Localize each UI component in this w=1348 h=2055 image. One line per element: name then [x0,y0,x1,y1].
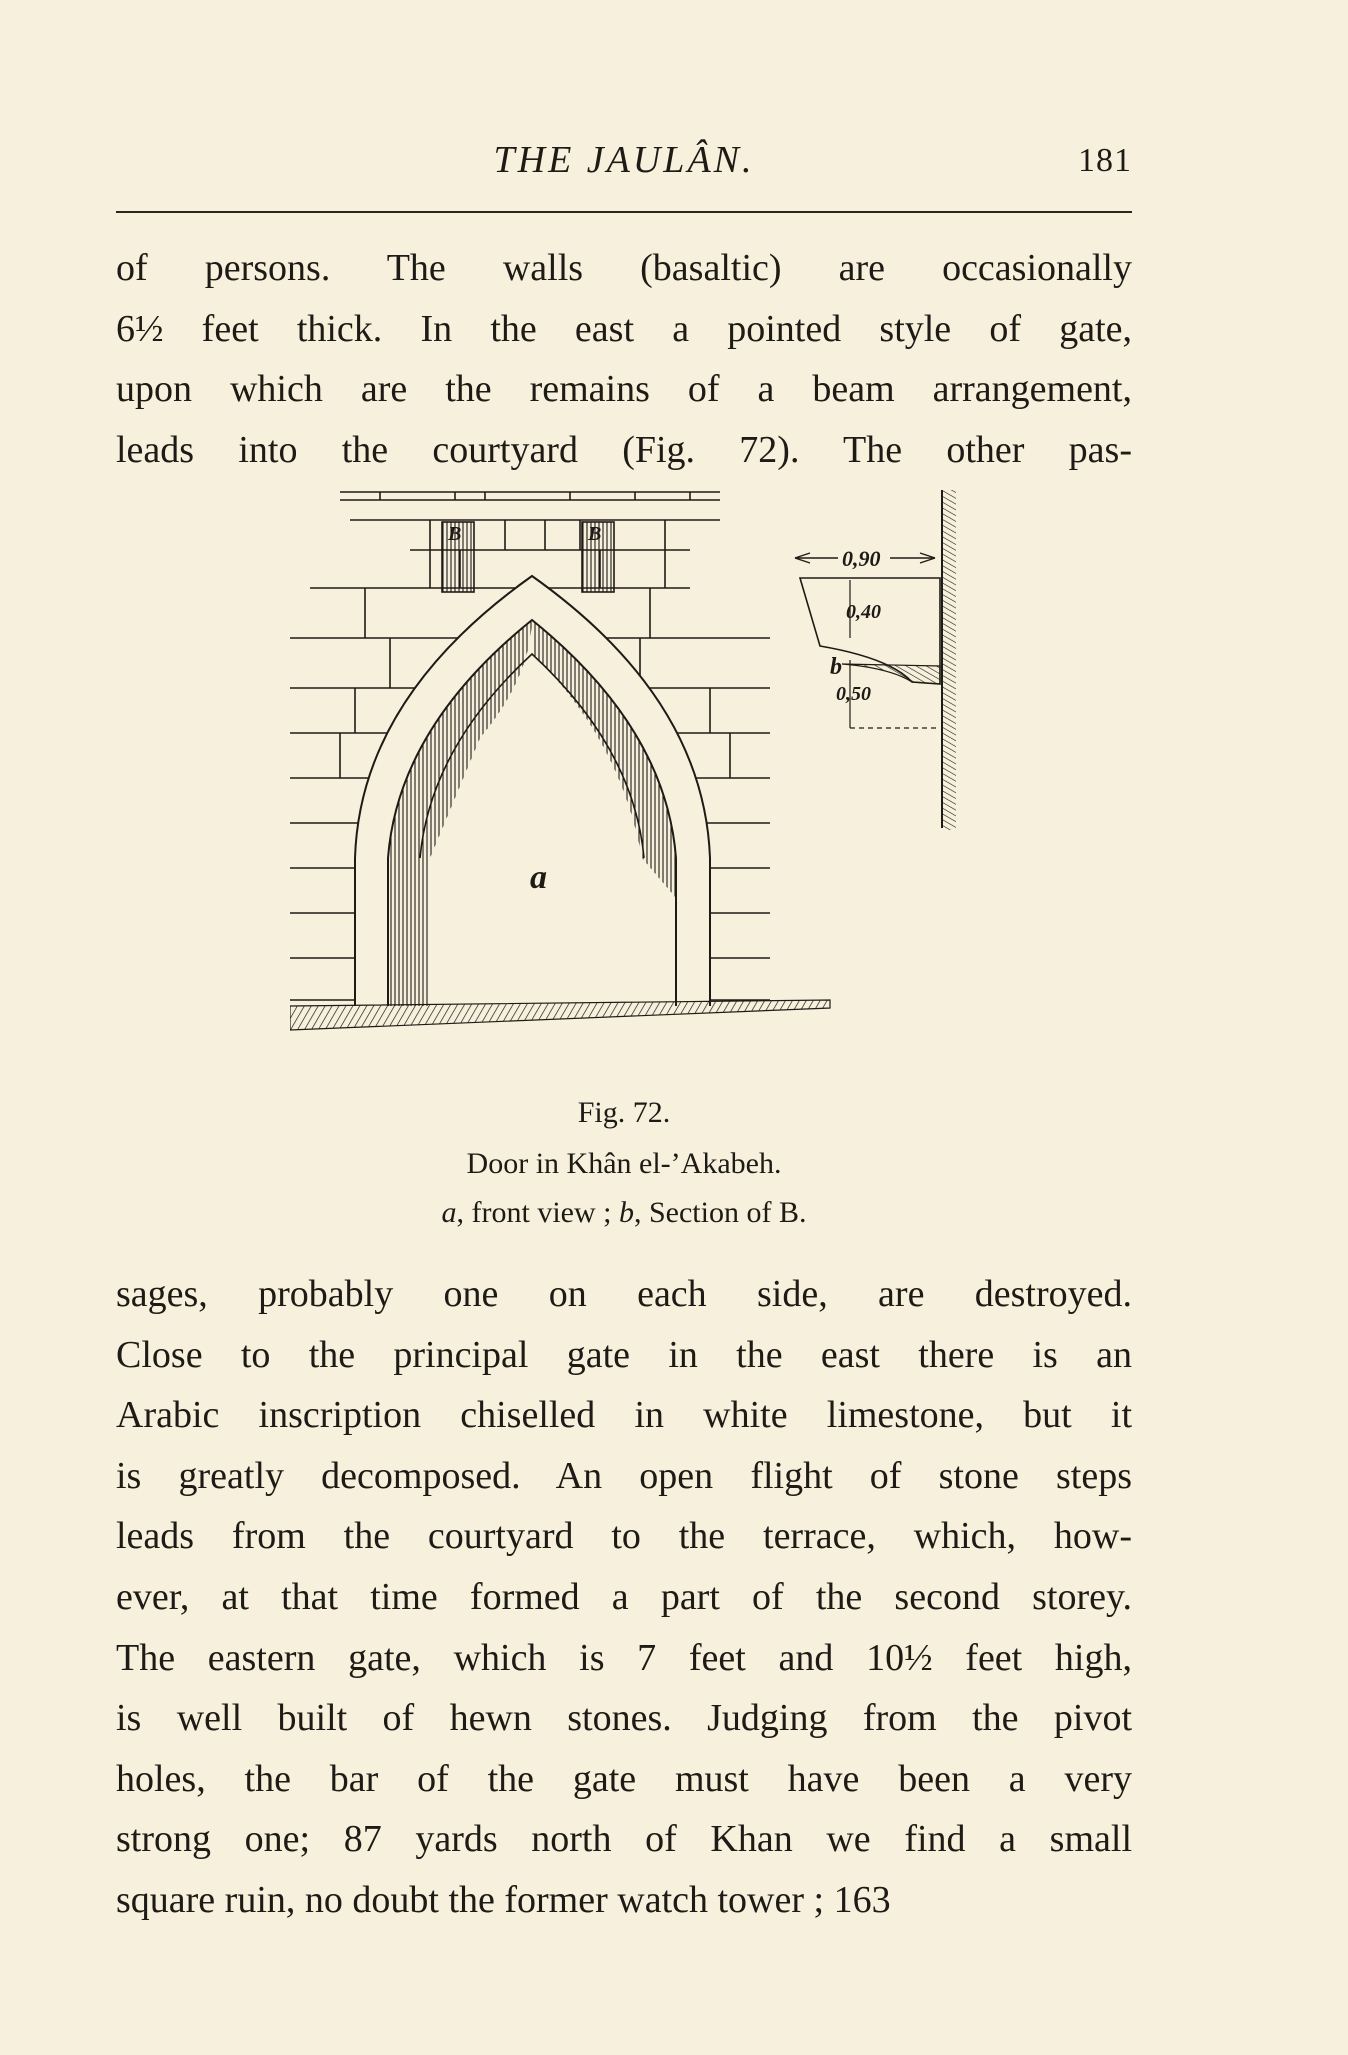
figure-legend [116,1196,1132,1230]
text-line: is greatly decomposed. An open flight of stone steps [116,1454,1132,1497]
text-line: is well built of hewn stones. Judging from the pivot [116,1697,1132,1740]
front-view-label-a: a [530,859,547,896]
section-of-b [795,490,956,830]
text-line: Close to the principal gate in the east there is an [116,1333,1132,1376]
legend-text-b: , Section of B. [633,1196,807,1229]
figure-number: Fig. 72. [577,1096,671,1129]
text-line: sages, probably one on each side, are destroyed. [116,1273,1132,1315]
block-label-b: B [588,523,602,545]
text-line: leads from the courtyard to the terrace, which, how- [116,1515,1132,1558]
pointed-arch [355,576,710,1006]
stone-block-b-left [442,522,474,592]
text-line: upon which are the remains of a beam arrangement, [116,368,1132,411]
dimension-upper: 0,40 [846,601,881,623]
paragraph-before-figure [116,238,1132,480]
text-line: square ruin, no doubt the former watch tower ; 163 [116,1878,891,1921]
dimension-width: 0,90 [842,546,881,571]
running-title: THE JAULÂN. [493,139,755,181]
running-head [116,138,1132,188]
text-line: leads into the courtyard (Fig. 72). The other pas- [116,428,1132,471]
legend-letter-a: a [441,1196,457,1229]
text-line: ever, at that time formed a part of the second storey. [116,1575,1132,1618]
section-label-b: b [830,654,842,680]
text-line: Arabic inscription chiselled in white limestone, but it [116,1394,1132,1437]
text-line: 6½ feet thick. In the east a pointed style of gate, [116,307,1132,350]
text-line: of persons. The walls (basaltic) are occasionally [116,247,1132,289]
legend-letter-b: b [618,1196,634,1229]
text-line: The eastern gate, which is 7 feet and 10½ feet high, [116,1636,1132,1679]
dimension-lower: 0,50 [836,683,871,705]
page-number: 181 [1078,142,1132,179]
paragraph-after-figure [116,1264,1132,1931]
text-line: strong one; 87 yards north of Khan we find a small [116,1818,1132,1861]
stone-block-b-right [582,522,614,592]
header-rule [116,211,1132,213]
legend-text-a: , front view ; [456,1196,619,1229]
figure-caption: Door in Khân el-’Akabeh. [466,1147,782,1180]
text-line: holes, the bar of the gate must have been a very [116,1757,1132,1800]
ground-line [290,1000,830,1030]
door-illustration [290,478,990,1098]
block-label-b: B [448,523,462,545]
